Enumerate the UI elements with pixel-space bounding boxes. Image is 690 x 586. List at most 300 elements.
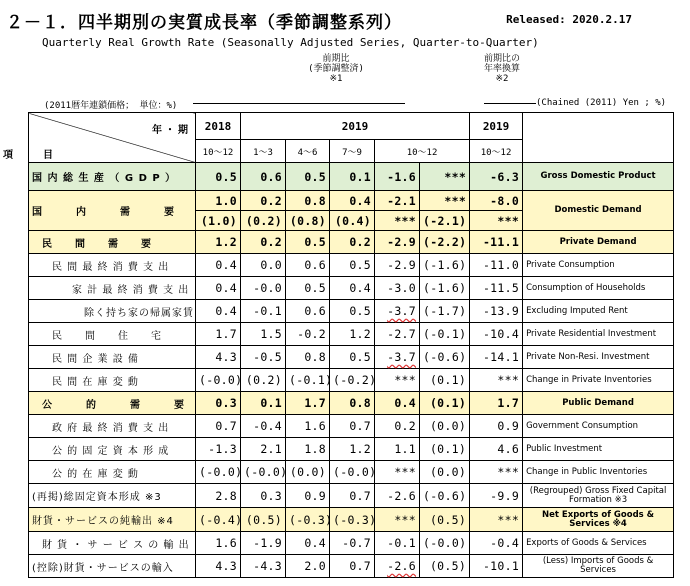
value-cell xyxy=(196,323,241,346)
value-text: 0.2 xyxy=(260,193,282,208)
value-text: 1.7 xyxy=(215,327,237,341)
row-label-english: Change in Private Inventories xyxy=(523,369,674,392)
value-cell xyxy=(241,438,286,461)
value-cell xyxy=(241,300,286,323)
value-text: -3.7 xyxy=(387,350,416,364)
value-text: -8.0 xyxy=(490,193,520,208)
value-cell xyxy=(420,211,470,231)
value-text: 0.8 xyxy=(304,193,326,208)
value-cell xyxy=(375,191,420,211)
value-cell xyxy=(470,508,523,532)
value-cell xyxy=(330,415,375,438)
value-text: -3.0 xyxy=(387,281,416,295)
value-cell xyxy=(470,277,523,300)
value-cell xyxy=(330,323,375,346)
row-label: 国 内 需 要 xyxy=(29,191,196,231)
value-text: (0.0) xyxy=(289,465,326,479)
value-text: (0.0) xyxy=(429,419,467,433)
value-cell xyxy=(420,415,470,438)
value-cell xyxy=(286,532,330,555)
value-cell xyxy=(286,555,330,578)
value-cell xyxy=(470,163,523,191)
value-text: 0.2 xyxy=(349,235,371,249)
value-text: -0.5 xyxy=(253,350,282,364)
value-text: (0.2) xyxy=(245,213,282,228)
value-cell xyxy=(375,323,420,346)
value-text: (-0.3) xyxy=(289,512,333,527)
value-cell xyxy=(286,438,330,461)
value-text: (-2.1) xyxy=(423,213,467,228)
value-text: (0.5) xyxy=(429,512,467,527)
value-text: 4.3 xyxy=(215,559,237,573)
value-cell xyxy=(286,369,333,392)
value-cell xyxy=(241,231,286,254)
row-label: 民 間 住 宅 xyxy=(29,323,196,346)
value-cell xyxy=(420,254,470,277)
value-text: -2.9 xyxy=(387,258,416,272)
table-row xyxy=(29,346,674,369)
value-cell xyxy=(420,300,470,323)
value-text: -1.3 xyxy=(208,442,237,456)
value-cell xyxy=(196,508,241,532)
value-text: (-0.0) xyxy=(244,465,288,479)
row-label: 財貨・サービスの純輸出 ※4 xyxy=(29,508,196,532)
value-cell xyxy=(375,211,420,231)
value-text: (-2.2) xyxy=(423,235,467,249)
value-text: 0.9 xyxy=(304,488,326,503)
value-cell xyxy=(470,484,523,508)
value-text: (0.5) xyxy=(245,512,282,527)
value-text: 0.2 xyxy=(260,235,282,249)
row-label-english: Private Demand xyxy=(523,231,674,254)
value-text: 0.7 xyxy=(349,488,371,503)
value-text: 2.1 xyxy=(260,442,282,456)
value-text: *** xyxy=(497,465,520,479)
value-cell xyxy=(241,484,286,508)
value-cell xyxy=(420,555,470,578)
table-row xyxy=(29,254,674,277)
value-text: (0.0) xyxy=(429,465,467,479)
value-cell xyxy=(420,323,470,346)
value-cell xyxy=(241,532,286,555)
row-label-english: Excluding Imputed Rent xyxy=(523,300,674,323)
row-label: (再掲)総固定資本形成 ※3 xyxy=(29,484,196,508)
value-text: -11.5 xyxy=(482,281,520,295)
value-text: 1.1 xyxy=(394,442,416,456)
value-cell xyxy=(375,461,420,484)
value-text: (-0.1) xyxy=(289,373,333,387)
row-label: 公 的 固 定 資 本 形 成 xyxy=(29,438,196,461)
value-cell xyxy=(375,532,420,555)
value-cell xyxy=(241,508,286,532)
value-text: (-0.1) xyxy=(423,327,467,341)
value-cell xyxy=(286,254,330,277)
value-text: -2.6 xyxy=(387,559,416,573)
value-text: 0.5 xyxy=(349,350,371,364)
value-cell xyxy=(241,346,286,369)
row-label-english: Government Consumption xyxy=(523,415,674,438)
row-label-english: Net Exports of Goods & Services ※4 xyxy=(523,508,674,532)
value-cell xyxy=(375,415,420,438)
value-text: *** xyxy=(497,373,520,387)
value-text: (0.5) xyxy=(429,559,467,573)
value-text: (-0.0) xyxy=(199,465,243,479)
value-text: -10.4 xyxy=(482,327,520,341)
value-text: 1.2 xyxy=(349,327,371,341)
value-cell xyxy=(196,211,241,231)
value-cell xyxy=(241,369,286,392)
value-cell xyxy=(420,346,470,369)
year-2019-annual: 2019 xyxy=(470,113,523,140)
table-row xyxy=(29,555,674,578)
quarter-label: 1～3 xyxy=(241,140,286,163)
value-cell xyxy=(470,231,523,254)
value-cell xyxy=(241,254,286,277)
row-label-english: (Less) Imports of Goods & Services xyxy=(523,555,674,578)
value-cell xyxy=(420,484,470,508)
value-cell xyxy=(375,346,420,369)
value-cell xyxy=(286,231,330,254)
value-text: (-0.6) xyxy=(423,350,467,364)
value-text: -4.3 xyxy=(253,559,282,573)
value-cell xyxy=(375,392,420,415)
value-text: -2.7 xyxy=(387,327,416,341)
value-text: 0.4 xyxy=(215,304,237,318)
value-text: *** xyxy=(394,213,416,228)
row-label: 民 間 需 要 xyxy=(29,231,196,254)
row-label-english: Gross Domestic Product xyxy=(523,163,674,191)
row-label: 家 計 最 終 消 費 支 出 xyxy=(29,277,196,300)
value-text: -0.4 xyxy=(253,419,282,433)
note-leader-line xyxy=(193,103,405,104)
row-label-english: Private Consumption xyxy=(523,254,674,277)
table-row xyxy=(29,438,674,461)
table-row xyxy=(29,300,674,323)
value-cell xyxy=(470,211,523,231)
value-text: 0.5 xyxy=(304,281,326,295)
corner-cell xyxy=(3,113,196,163)
value-cell xyxy=(286,300,330,323)
row-label: 民 間 最 終 消 費 支 出 xyxy=(29,254,196,277)
table-body xyxy=(29,163,674,578)
value-cell xyxy=(196,254,241,277)
value-text: *** xyxy=(444,193,467,208)
value-text: (0.1) xyxy=(429,373,467,387)
table-row xyxy=(29,231,674,254)
value-text: 4.6 xyxy=(497,442,520,456)
value-cell xyxy=(330,438,375,461)
value-text: *** xyxy=(444,169,467,184)
value-text: (-0.4) xyxy=(199,512,243,527)
table-row xyxy=(29,484,674,508)
value-cell xyxy=(286,163,330,191)
value-text: 1.8 xyxy=(304,442,326,456)
value-cell xyxy=(420,163,470,191)
value-text: -2.6 xyxy=(387,488,416,503)
value-text: 1.7 xyxy=(497,396,520,410)
value-text: (-0.0) xyxy=(423,536,467,550)
value-text: 0.3 xyxy=(215,396,237,410)
value-cell xyxy=(470,438,523,461)
value-cell xyxy=(420,438,470,461)
value-text: 0.4 xyxy=(304,536,326,550)
corner-top-label: 年・期 xyxy=(152,125,191,136)
value-cell xyxy=(470,392,523,415)
value-cell xyxy=(375,254,420,277)
value-cell xyxy=(196,484,241,508)
value-cell xyxy=(375,231,420,254)
value-text: -0.1 xyxy=(387,536,416,550)
value-text: -9.9 xyxy=(490,488,520,503)
value-cell xyxy=(196,346,241,369)
value-text: 1.6 xyxy=(215,536,237,550)
row-label-english: (Regrouped) Gross Fixed Capital Formation ※3 xyxy=(523,484,674,508)
value-text: -0.0 xyxy=(253,281,282,295)
value-cell xyxy=(375,277,420,300)
table-row xyxy=(29,163,674,191)
value-cell xyxy=(196,191,241,211)
value-text: 0.2 xyxy=(394,419,416,433)
value-cell xyxy=(470,415,523,438)
table-row xyxy=(29,323,674,346)
value-cell xyxy=(375,438,420,461)
value-text: -2.1 xyxy=(387,193,416,208)
value-text: 0.1 xyxy=(260,396,282,410)
value-text: *** xyxy=(394,512,416,527)
value-cell xyxy=(286,346,330,369)
year-2019: 2019 xyxy=(241,113,470,140)
row-label: 除く持ち家の帰属家賃 xyxy=(29,300,196,323)
row-label-english: Exports of Goods & Services xyxy=(523,532,674,555)
value-cell xyxy=(330,484,375,508)
note-line: ※2 xyxy=(495,74,509,84)
value-text: 0.4 xyxy=(215,258,237,272)
unit-label-en: (Chained (2011) Yen ; %) xyxy=(536,98,667,108)
english-header-cell xyxy=(523,113,674,163)
value-text: 0.1 xyxy=(349,169,371,184)
release-date: Released: 2020.2.17 xyxy=(506,13,632,26)
value-text: 0.9 xyxy=(497,419,520,433)
unit-label-jp: (2011暦年連鎖価格； 単位：%) xyxy=(44,101,178,111)
value-text: *** xyxy=(497,213,520,228)
page-title: ２－１．四半期別の実質成長率（季節調整系列） xyxy=(6,13,402,33)
note-line: 前期比の xyxy=(483,54,520,64)
row-label-english: Private Residential Investment xyxy=(523,323,674,346)
value-cell xyxy=(375,369,420,392)
value-text: -0.7 xyxy=(342,536,371,550)
value-cell xyxy=(420,369,470,392)
value-text: 0.5 xyxy=(349,258,371,272)
growth-rate-table xyxy=(3,112,674,578)
value-cell xyxy=(241,555,286,578)
value-text: (-0.2) xyxy=(333,373,377,387)
value-cell xyxy=(241,415,286,438)
value-cell xyxy=(286,211,330,231)
value-text: (-0.0) xyxy=(199,373,243,387)
value-cell xyxy=(241,211,286,231)
value-text: 1.2 xyxy=(215,235,237,249)
value-cell xyxy=(196,369,241,392)
value-cell xyxy=(196,415,241,438)
value-text: (-0.6) xyxy=(423,488,467,503)
note-line: ※1 xyxy=(329,74,343,84)
value-text: 0.4 xyxy=(215,281,237,295)
value-text: -6.3 xyxy=(490,169,520,184)
value-cell xyxy=(196,231,241,254)
value-text: -2.9 xyxy=(387,235,416,249)
table-row xyxy=(29,277,674,300)
row-label: (控除)財貨・サービスの輸入 xyxy=(29,555,196,578)
quarter-label: 4～6 xyxy=(286,140,330,163)
value-cell xyxy=(420,277,470,300)
value-cell xyxy=(330,277,375,300)
note-line: (季節調整済) xyxy=(308,64,364,74)
value-cell xyxy=(196,392,241,415)
value-text: 1.7 xyxy=(304,396,326,410)
value-cell xyxy=(286,461,330,484)
row-label: 政 府 最 終 消 費 支 出 xyxy=(29,415,196,438)
row-label-english: Consumption of Households xyxy=(523,277,674,300)
value-text: 0.5 xyxy=(304,169,326,184)
quarter-label: 10～12 xyxy=(470,140,523,163)
value-text: 0.4 xyxy=(394,396,416,410)
value-text: 0.0 xyxy=(260,258,282,272)
value-cell xyxy=(286,508,333,532)
value-text: (0.1) xyxy=(429,396,467,410)
value-cell xyxy=(241,163,286,191)
value-cell xyxy=(330,231,375,254)
value-text: (-0.3) xyxy=(333,512,377,527)
value-text: -11.0 xyxy=(482,258,520,272)
value-text: (0.4) xyxy=(334,213,371,228)
value-text: *** xyxy=(394,465,416,479)
value-text: *** xyxy=(394,373,416,387)
value-cell xyxy=(330,555,375,578)
value-cell xyxy=(196,163,241,191)
value-text: -1.6 xyxy=(387,169,416,184)
row-label-english: Change in Public Inventories xyxy=(523,461,674,484)
value-cell xyxy=(330,163,375,191)
table-row xyxy=(29,415,674,438)
value-text: -10.1 xyxy=(482,559,520,573)
value-cell xyxy=(330,461,375,484)
value-cell xyxy=(241,277,286,300)
value-cell xyxy=(470,461,523,484)
value-text: 0.7 xyxy=(349,419,371,433)
year-2018: 2018 xyxy=(196,113,241,140)
value-text: 0.8 xyxy=(304,350,326,364)
value-text: -1.9 xyxy=(253,536,282,550)
table-row xyxy=(29,461,674,484)
value-cell xyxy=(241,461,286,484)
table-row xyxy=(29,392,674,415)
row-label: 民 間 在 庫 変 動 xyxy=(29,369,196,392)
value-cell xyxy=(420,461,470,484)
value-cell xyxy=(196,532,241,555)
value-cell xyxy=(375,508,420,532)
value-text: -0.4 xyxy=(490,536,520,550)
value-text: 0.5 xyxy=(349,304,371,318)
value-text: *** xyxy=(497,512,520,527)
value-cell xyxy=(330,254,375,277)
value-text: 0.6 xyxy=(260,169,282,184)
value-cell xyxy=(375,555,420,578)
value-text: 1.0 xyxy=(215,193,237,208)
row-label: 公 的 在 庫 変 動 xyxy=(29,461,196,484)
value-cell xyxy=(286,415,330,438)
value-cell xyxy=(375,484,420,508)
value-cell xyxy=(470,532,523,555)
value-cell xyxy=(420,508,470,532)
value-cell xyxy=(286,277,330,300)
value-cell xyxy=(196,300,241,323)
corner-bottom-label: 項 目 xyxy=(3,150,63,161)
value-text: (-1.6) xyxy=(423,281,467,295)
quarter-label: 10～12 xyxy=(375,140,470,163)
value-text: -14.1 xyxy=(482,350,520,364)
value-cell xyxy=(330,532,375,555)
row-label-english: Private Non-Resi. Investment xyxy=(523,346,674,369)
row-label: 民 間 企 業 設 備 xyxy=(29,346,196,369)
value-text: -11.1 xyxy=(482,235,520,249)
value-cell xyxy=(470,254,523,277)
row-label-english: Public Investment xyxy=(523,438,674,461)
value-cell xyxy=(375,163,420,191)
value-text: (1.0) xyxy=(200,213,237,228)
value-cell xyxy=(241,323,286,346)
value-cell xyxy=(420,191,470,211)
note-line: 年率換算 xyxy=(483,64,520,74)
value-cell xyxy=(286,392,330,415)
value-cell xyxy=(330,508,375,532)
value-cell xyxy=(241,392,286,415)
value-text: 0.8 xyxy=(349,396,371,410)
value-text: 0.3 xyxy=(260,488,282,503)
value-text: 1.6 xyxy=(304,419,326,433)
value-text: 0.6 xyxy=(304,258,326,272)
value-text: 0.4 xyxy=(349,193,371,208)
table-row xyxy=(29,508,674,532)
page-subtitle: Quarterly Real Growth Rate (Seasonally Adjusted Series, Quarter-to-Quarter) xyxy=(42,36,539,49)
value-cell xyxy=(330,300,375,323)
row-label-english: Public Demand xyxy=(523,392,674,415)
value-cell xyxy=(420,392,470,415)
value-text: (-1.7) xyxy=(423,304,467,318)
table-row xyxy=(29,191,674,211)
value-cell xyxy=(286,323,330,346)
value-cell xyxy=(470,346,523,369)
value-text: -13.9 xyxy=(482,304,520,318)
value-text: -0.2 xyxy=(297,327,326,341)
value-text: 4.3 xyxy=(215,350,237,364)
value-cell xyxy=(470,555,523,578)
value-text: 0.7 xyxy=(349,559,371,573)
value-cell xyxy=(196,461,241,484)
value-text: 2.0 xyxy=(304,559,326,573)
value-text: (0.8) xyxy=(289,213,326,228)
table-row xyxy=(29,369,674,392)
row-label-english: Domestic Demand xyxy=(523,191,674,231)
value-cell xyxy=(196,277,241,300)
header-row-years xyxy=(29,113,674,140)
table-row xyxy=(29,532,674,555)
column-note-annual xyxy=(462,54,542,84)
value-cell xyxy=(470,191,523,211)
value-text: 2.8 xyxy=(215,488,237,503)
value-text: (0.2) xyxy=(245,373,282,387)
value-cell xyxy=(286,484,330,508)
value-cell xyxy=(470,300,523,323)
